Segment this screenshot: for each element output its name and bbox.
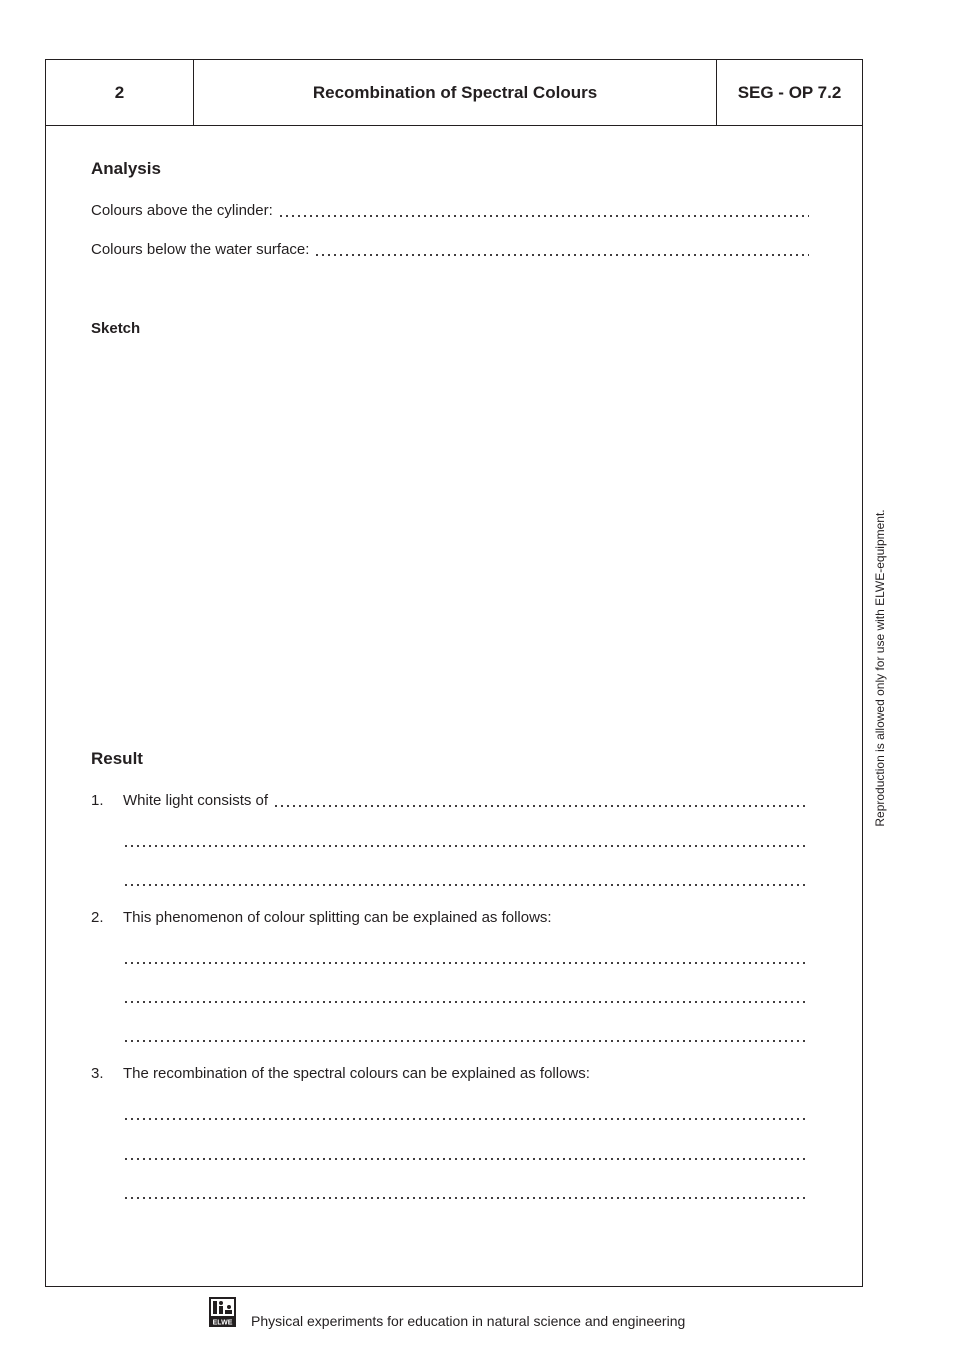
result-item-number: 1. bbox=[91, 792, 104, 809]
result-item-number: 3. bbox=[91, 1065, 104, 1082]
footer-text: Physical experiments for education in natural science and engineering bbox=[251, 1313, 686, 1329]
dotted-fill-line bbox=[123, 1000, 809, 1004]
dotted-fill-line bbox=[278, 214, 809, 218]
result-item-text: This phenomenon of colour splitting can be explained as follows: bbox=[123, 909, 552, 926]
answer-line[interactable] bbox=[123, 988, 809, 1008]
header-table bbox=[46, 60, 862, 126]
dotted-fill-line bbox=[123, 844, 809, 848]
analysis-line-above-cylinder[interactable] bbox=[91, 202, 809, 222]
sketch-heading: Sketch bbox=[91, 320, 141, 337]
result-item-text: White light consists of bbox=[123, 792, 269, 809]
page-title: Recombination of Spectral Colours bbox=[194, 60, 717, 125]
analysis-line-label: Colours above the cylinder: bbox=[91, 202, 273, 219]
answer-line[interactable] bbox=[123, 871, 809, 891]
answer-line[interactable] bbox=[123, 1184, 809, 1204]
sketch-area[interactable] bbox=[91, 345, 809, 735]
dotted-fill-line bbox=[273, 804, 809, 808]
result-item-3 bbox=[91, 1065, 809, 1085]
reproduction-note: Reproduction is allowed only for use with ELWE-equipment. bbox=[873, 509, 887, 827]
result-item-2 bbox=[91, 909, 809, 929]
analysis-line-below-water[interactable] bbox=[91, 241, 809, 261]
answer-line[interactable] bbox=[123, 832, 809, 852]
answer-line[interactable] bbox=[123, 1027, 809, 1047]
logo-text: ELWE bbox=[212, 1319, 233, 1327]
result-item-number: 2. bbox=[91, 909, 104, 926]
analysis-line-label: Colours below the water surface: bbox=[91, 241, 310, 258]
dotted-fill-line bbox=[123, 1157, 809, 1161]
dotted-fill-line bbox=[123, 1117, 809, 1121]
page-number: 2 bbox=[46, 60, 194, 125]
answer-line[interactable] bbox=[123, 1105, 809, 1125]
experiment-code: SEG - OP 7.2 bbox=[737, 82, 842, 102]
answer-line[interactable] bbox=[123, 1145, 809, 1165]
elwe-logo-icon bbox=[209, 1297, 236, 1327]
result-item-text: The recombination of the spectral colours can be explained as follows: bbox=[123, 1065, 590, 1082]
dotted-fill-line bbox=[123, 961, 809, 965]
dotted-fill-line bbox=[123, 1196, 809, 1200]
dotted-fill-line bbox=[314, 253, 809, 257]
analysis-heading: Analysis bbox=[91, 159, 161, 178]
dotted-fill-line bbox=[123, 1039, 809, 1043]
dotted-fill-line bbox=[123, 883, 809, 887]
answer-line[interactable] bbox=[123, 949, 809, 969]
result-item-1[interactable] bbox=[91, 792, 809, 812]
result-heading: Result bbox=[91, 749, 143, 768]
